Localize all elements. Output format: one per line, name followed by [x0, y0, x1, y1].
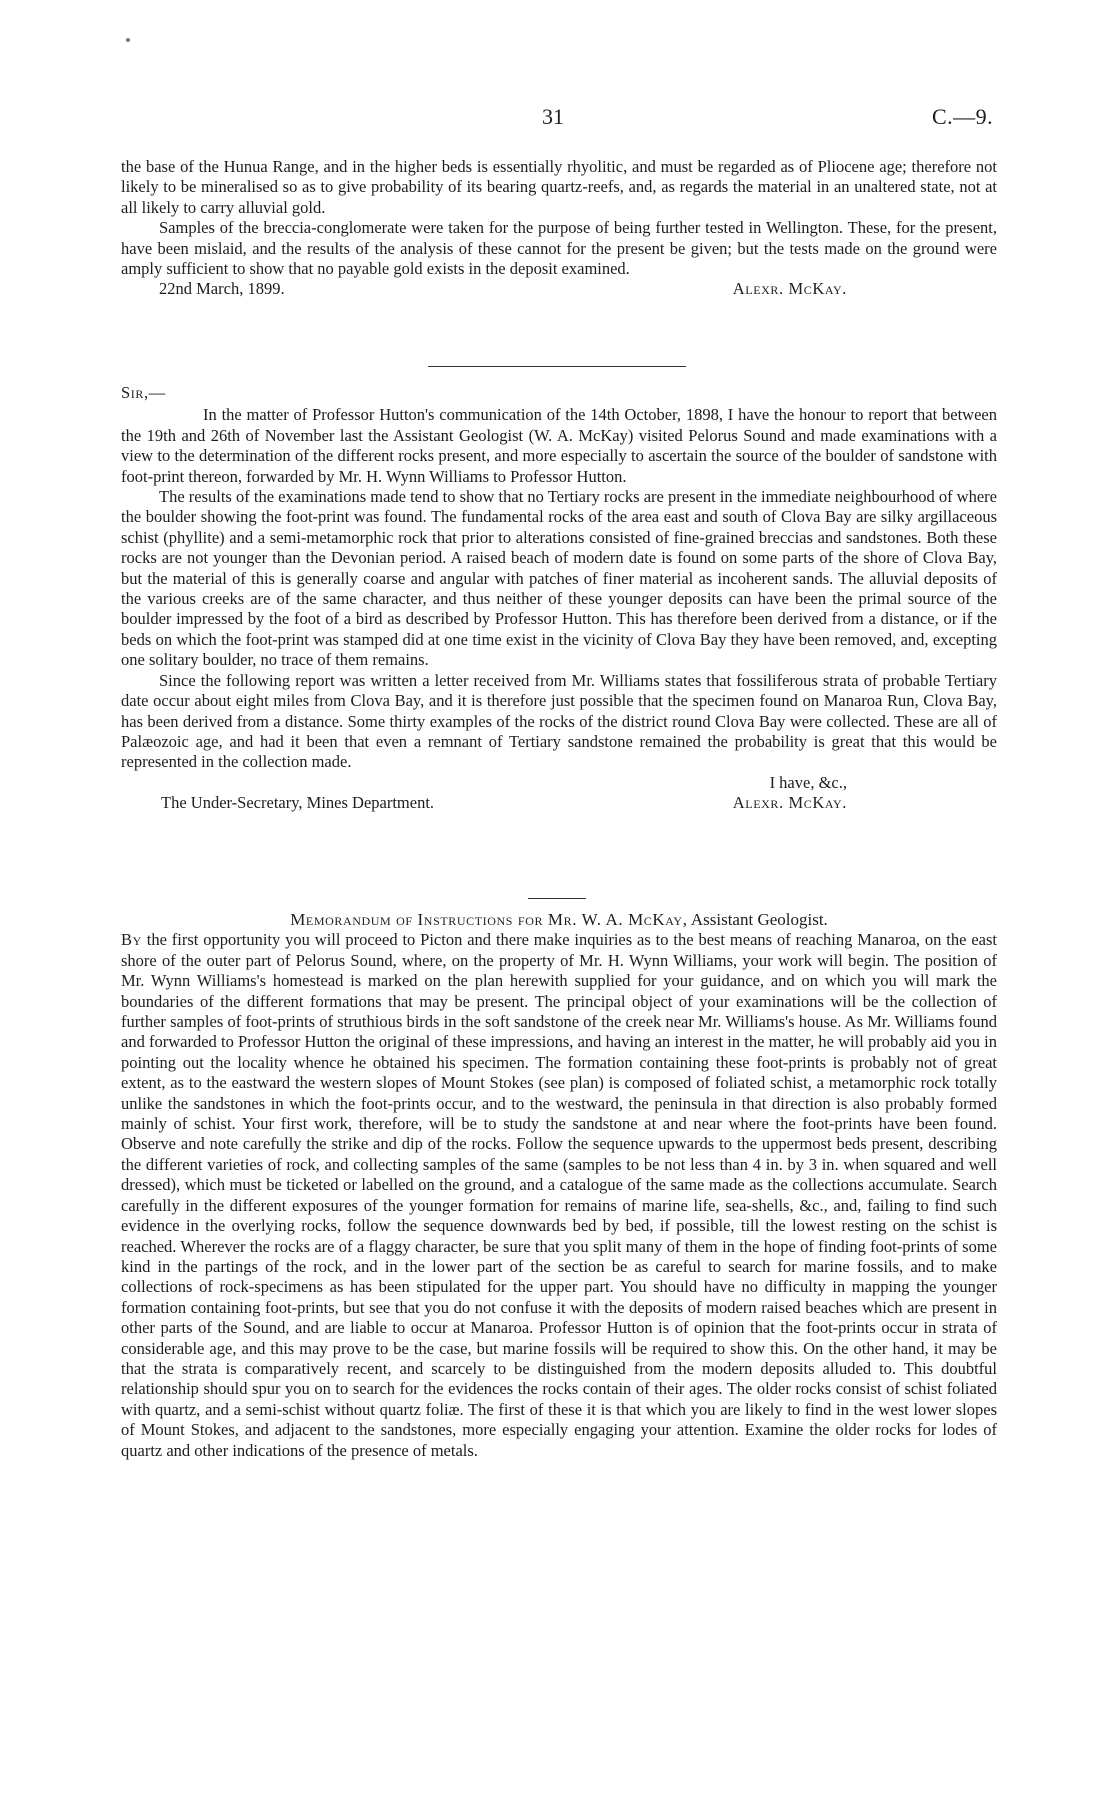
section-divider: [428, 366, 686, 367]
memorandum: [121, 910, 997, 1461]
memo-lead: By: [121, 930, 142, 950]
memo-text: the first opportunity you will proceed to Picton and there make inquiries as to the best means of reaching Manaroa, on the east shore of the outer part of Pelorus Sound, where, on the property of Mr. H. Wynn Williams, your work will begin. The position of Mr. Wynn Williams's homestead is marked on the plan herewith supplied for your guidance, and on which you will mark the boundaries of the different formations that may be present. The principal object of your examinations will be the collection of further samples of foot-prints of struthious birds in the soft sandstone of the creek near Mr. Williams's house. As Mr. Williams found and forwarded to Professor Hutton the original of these impressions, and having an interest in the matter, he will probably aid you in pointing out the locality whence he obtained his specimen. The formation containing these foot-prints is probably not of great extent, as to the eastward the western slopes of Mount Stokes (see plan) is composed of foliated schist, a metamorphic rock totally unlike the sandstones in which the foot-prints occur, and to the westward, the peninsula in that direction is also probably formed mainly of schist. Your first work, therefore, will be to study the sandstone at and near where the foot-prints have been found. Observe and note carefully the strike and dip of the rocks. Follow the sequence upwards to the uppermost beds present, describing the different varieties of rock, and collecting samples of the same (samples to be not less than 4 in. by 3 in. when squared and well dressed), which must be ticketed or labelled on the ground, and a catalogue of the same made as the collections accumulate. Search carefully in the different exposures of the younger formation for remains of marine life, sea-shells, &c., and, failing to find such evidence in the overlying rocks, follow the sequence downwards bed by bed, if possible, till the lowest resting on the schist is reached. Wherever the rocks are of a flaggy character, be sure that you split many of them in the hope of finding foot-prints of some kind in the partings of the rock, and in the lower part of the section be as careful to search for marine fossils, and to make collections of rock-specimens as has been stipulated for the upper part. You should have no difficulty in mapping the younger formation containing foot-prints, but see that you do not confuse it with the deposits of modern raised beaches which are present in other parts of the Sound, and are liable to occur at Manaroa. Professor Hutton is of opinion that the foot-prints occur in strata of considerable age, and this may prove to be the case, but marine fossils will be required to show this. On the other hand, it may be that the strata is comparatively recent, and scarcely to be distinguished from the modern deposits alluded to. This doubtful relationship should spur you on to search for the evidences the rocks contain of their ages. The older rocks consist of schist foliated with quartz, and a semi-schist without quartz foliæ. The first of these it is that which you are likely to find in the west lower slopes of Mount Stokes, and adjacent to the sandstones, more especially engaging your attention. Examine the older rocks for lodes of quartz and other indications of the presence of metals.: [121, 930, 997, 1460]
memo-body: [121, 930, 997, 1461]
memo-title-caps: Memorandum of Instructions for Mr. W. A. McKay,: [290, 910, 688, 929]
document-reference: C.—9.: [932, 104, 994, 129]
memo-title: [121, 910, 997, 930]
salutation: Sir,—: [121, 383, 166, 402]
letter: [121, 383, 997, 814]
paragraph: Samples of the breccia-conglomerate were taken for the purpose of being further tested in Wellington. These, for the present, have been mislaid, and the results of the analysis of these cannot for the present be given; but the tests made on the ground were amply sufficient to show that no payable gold exists in the deposit examined.: [121, 218, 997, 279]
section-divider: [528, 898, 586, 899]
memo-title-rest: Assistant Geologist.: [690, 910, 828, 929]
paragraph: the base of the Hunua Range, and in the higher beds is essentially rhyolitic, and must be regarded as of Pliocene age; therefore not likely to be mineralised so as to give probability of its bearing quartz-reefs, and, as regards the material in an unaltered state, not at all likely to carry alluvial gold.: [121, 157, 997, 217]
date-signature-row: [121, 279, 997, 299]
report-continuation: [121, 157, 997, 300]
addressee-signature-row: [121, 793, 997, 813]
report-date: 22nd March, 1899.: [159, 279, 285, 299]
addressee: The Under-Secretary, Mines Department.: [161, 793, 435, 813]
page-number: 31: [542, 104, 564, 129]
paragraph: Since the following report was written a letter received from Mr. Williams states that fossiliferous strata of probable Tertiary date occur about eight miles from Clova Bay, and it is therefore just possible that the specimen found on Manaroa Run, Clova Bay, has been derived from a distance. Some thirty examples of the rocks of the district round Clova Bay were collected. These are all of Palæozoic age, and had it been that even a remnant of Tertiary sandstone remained the probability is great that this would be represented in the collection made.: [121, 670, 997, 772]
closing: I have, &c.,: [769, 772, 847, 792]
paragraph: In the matter of Professor Hutton's communication of the 14th October, 1898, I have the honour to report that between the 19th and 26th of November last the Assistant Geologist (W. A. McKay) visited Pelorus Sound and made examinations with a view to the determination of the different rocks present, and more especially to ascertain the source of the boulder of sandstone with foot-print thereon, forwarded by Mr. H. Wynn Williams to Professor Hutton.: [121, 405, 997, 486]
paragraph: The results of the examinations made tend to show that no Tertiary rocks are present in the immediate neighbourhood of where the boulder showing the foot-print was found. The fundamental rocks of the area east and south of Clova Bay are silky argillaceous schist (phyllite) and a semi-metamorphic rock that prior to alterations consisted of fine-grained breccias and sandstones. Both these rocks are not younger than the Devonian period. A raised beach of modern date is found on some parts of the shore of Clova Bay, but the material of this is generally coarse and angular with patches of finer material as incoherent sands. The alluvial deposits of the various creeks are of the same character, and thus neither of these younger deposits can have been the primal source of the boulder impressed by the foot of a bird as described by Professor Hutton. This has therefore been derived from a distance, or if the beds on which the foot-print was stamped did at one time exist in the vicinity of Clova Bay they have been removed, and, excepting one solitary boulder, no trace of them remains.: [121, 487, 997, 670]
signature: Alexr. McKay.: [732, 793, 847, 813]
signature: Alexr. McKay.: [732, 279, 847, 299]
scan-speck: [126, 38, 130, 42]
